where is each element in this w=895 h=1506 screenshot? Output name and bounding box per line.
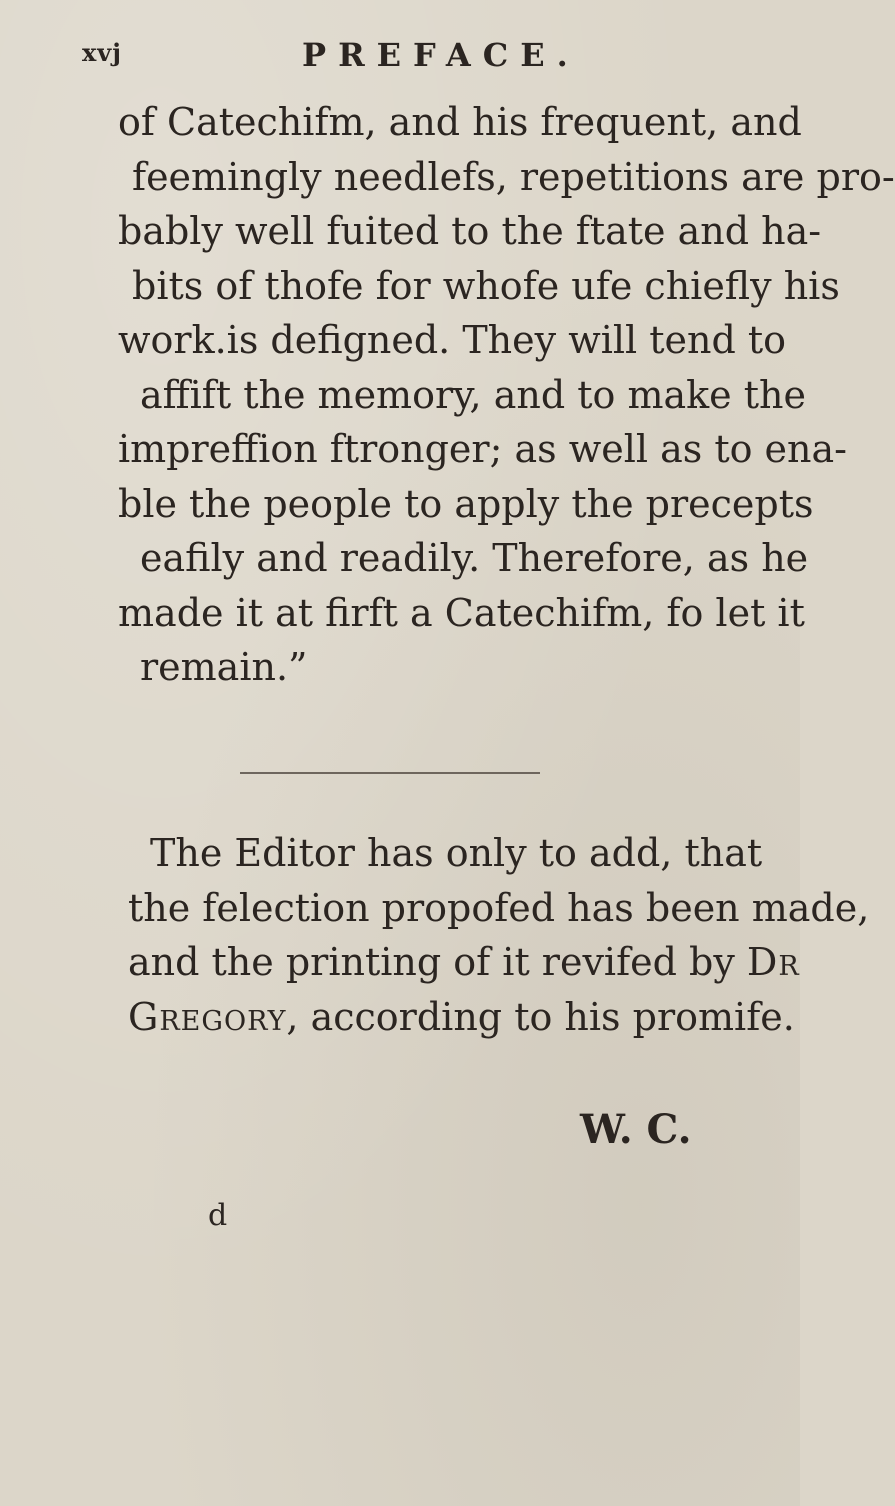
paragraph-quote-end — [118, 95, 895, 695]
text-line: affift the memory, and to make the — [140, 372, 806, 417]
text-line: The Editor has only to add, that — [150, 831, 763, 875]
signature-mark: d — [208, 1198, 228, 1233]
paragraph-editor-note — [128, 826, 870, 1044]
text-line: of Catechifm, and his frequent, and — [118, 100, 802, 144]
text-segment: , according to his promife. — [286, 994, 795, 1039]
text-line: work.is defigned. They will tend to — [118, 318, 787, 362]
person-name: Gregory — [128, 994, 287, 1039]
running-head — [82, 38, 732, 78]
section-divider — [240, 772, 540, 774]
text-line: feemingly needlefs, repetitions are pro- — [132, 154, 895, 199]
page-number: xvj — [82, 38, 122, 67]
text-line — [128, 935, 798, 990]
text-line: made it at firft a Catechifm, fo let it — [118, 590, 805, 635]
text-line — [128, 990, 798, 1045]
page-title: PREFACE. — [302, 36, 580, 74]
text-line: bits of thofe for whofe ufe chiefly his — [132, 263, 840, 308]
text-line: remain.” — [140, 645, 308, 689]
text-segment: and the printing of it revifed by — [128, 940, 747, 984]
text-line: ble the people to apply the precepts — [118, 481, 814, 526]
text-line: bably well fuited to the ftate and ha- — [118, 209, 822, 253]
signature-initials: W. C. — [580, 1106, 692, 1153]
text-line: the felection propofed has been made, — [128, 885, 870, 930]
title-abbreviation: Dr — [746, 940, 800, 984]
text-line: impreffion ftronger; as well as to ena- — [118, 427, 848, 471]
text-line: eafily and readily. Therefore, as he — [140, 536, 809, 580]
